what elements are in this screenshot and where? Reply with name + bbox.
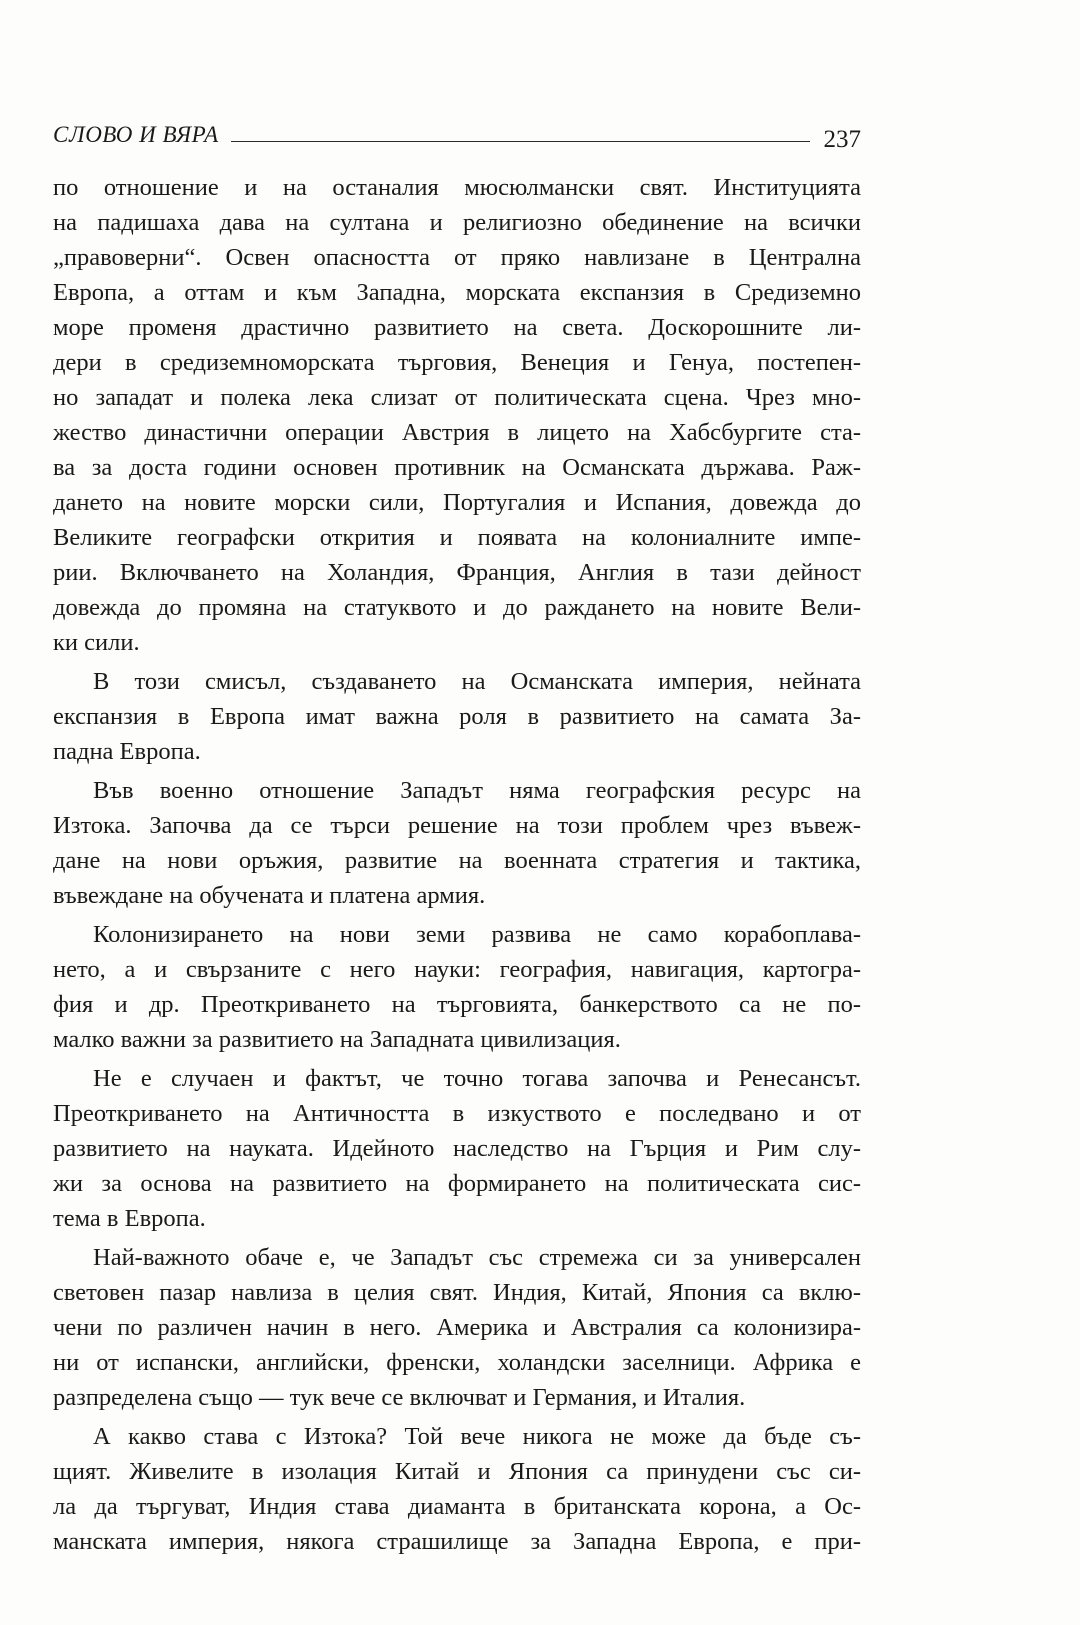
text-line: „правоверни“. Освен опасността от пряко навлизане в Централна	[53, 244, 861, 271]
text-line: на падишаха дава на султана и религиозно обединение на всички	[53, 209, 861, 236]
text-line: малко важни за развитието на Западната цивилизация.	[53, 1026, 621, 1053]
text-line: Най-важното обаче е, че Западът със стремежа си за универсален	[93, 1244, 861, 1271]
text-line: световен пазар навлиза в целия свят. Индия, Китай, Япония са вклю-	[53, 1279, 861, 1306]
text-line: експанзия в Европа имат важна роля в развитието на самата За-	[53, 703, 861, 730]
text-line: въвеждане на обучената и платена армия.	[53, 882, 486, 909]
text-line: В този смисъл, създаването на Османската империя, нейната	[93, 668, 861, 695]
running-head-rule	[231, 141, 810, 142]
running-head	[53, 112, 861, 153]
running-head-title: СЛОВО И ВЯРА	[53, 122, 219, 147]
text-line: но западат и полека лека слизат от политическата сцена. Чрез мно-	[53, 384, 861, 411]
text-line: Преоткриването на Античността в изкуството е последвано и от	[53, 1100, 861, 1127]
text-line: разпределена също — тук вече се включват и Германия, и Италия.	[53, 1384, 746, 1411]
text-line: Великите географски открития и появата на колониалните импе-	[53, 524, 861, 551]
text-line: щият. Живелите в изолация Китай и Япония са принудени със си-	[53, 1458, 861, 1485]
paragraph	[53, 1419, 861, 1559]
text-line: ни от испански, английски, френски, холандски заселници. Африка е	[53, 1349, 861, 1376]
text-line: Колонизирането на нови земи развива не само корабоплава-	[93, 921, 861, 948]
text-line: тема в Европа.	[53, 1205, 206, 1232]
page-number: 237	[823, 126, 861, 153]
text-line: рии. Включването на Холандия, Франция, Англия в тази дейност	[53, 559, 861, 586]
text-line: падна Европа.	[53, 738, 201, 765]
body-text	[53, 170, 861, 1559]
text-line: по отношение и на останалия мюсюлмански свят. Институцията	[53, 174, 861, 201]
text-line: ки сили.	[53, 629, 140, 656]
text-line: чени по различен начин в него. Америка и Австралия са колонизира-	[53, 1314, 861, 1341]
text-line: развитието на науката. Идейното наследство на Гърция и Рим слу-	[53, 1135, 861, 1162]
paragraph	[53, 773, 861, 913]
paragraph	[53, 917, 861, 1057]
text-line: дери в средиземноморската търговия, Венеция и Генуа, постепен-	[53, 349, 861, 376]
text-line: дане на нови оръжия, развитие на военната стратегия и тактика,	[53, 847, 861, 874]
text-line: довежда до промяна на статуквото и до раждането на новите Вели-	[53, 594, 861, 621]
text-line: Не е случаен и фактът, че точно тогава започва и Ренесансът.	[93, 1065, 861, 1092]
text-line: ла да търгуват, Индия става диаманта в британската корона, а Ос-	[53, 1493, 861, 1520]
text-line: Европа, а оттам и към Западна, морската експанзия в Средиземно	[53, 279, 861, 306]
text-line: жи за основа на развитието на формирането на политическата сис-	[53, 1170, 861, 1197]
text-line: ва за доста години основен противник на Османската държава. Раж-	[53, 454, 861, 481]
paragraph	[53, 1061, 861, 1236]
text-line: нето, а и свързаните с него науки: география, навигация, картогра-	[53, 956, 861, 983]
text-line: Изтока. Започва да се търси решение на този проблем чрез въвеж-	[53, 812, 861, 839]
paragraph	[53, 170, 861, 660]
text-line: манската империя, някога страшилище за Западна Европа, е при-	[53, 1528, 861, 1555]
text-line: Във военно отношение Западът няма географския ресурс на	[93, 777, 861, 804]
paragraph	[53, 1240, 861, 1415]
text-line: жество династични операции Австрия в лицето на Хабсбургите ста-	[53, 419, 861, 446]
text-line: фия и др. Преоткриването на търговията, банкерството са не по-	[53, 991, 861, 1018]
paragraph	[53, 664, 861, 769]
text-line: дането на новите морски сили, Португалия и Испания, довежда до	[53, 489, 861, 516]
text-line: А какво става с Изтока? Той вече никога не може да бъде съ-	[93, 1423, 861, 1450]
text-line: море променя драстично развитието на света. Доскорошните ли-	[53, 314, 861, 341]
